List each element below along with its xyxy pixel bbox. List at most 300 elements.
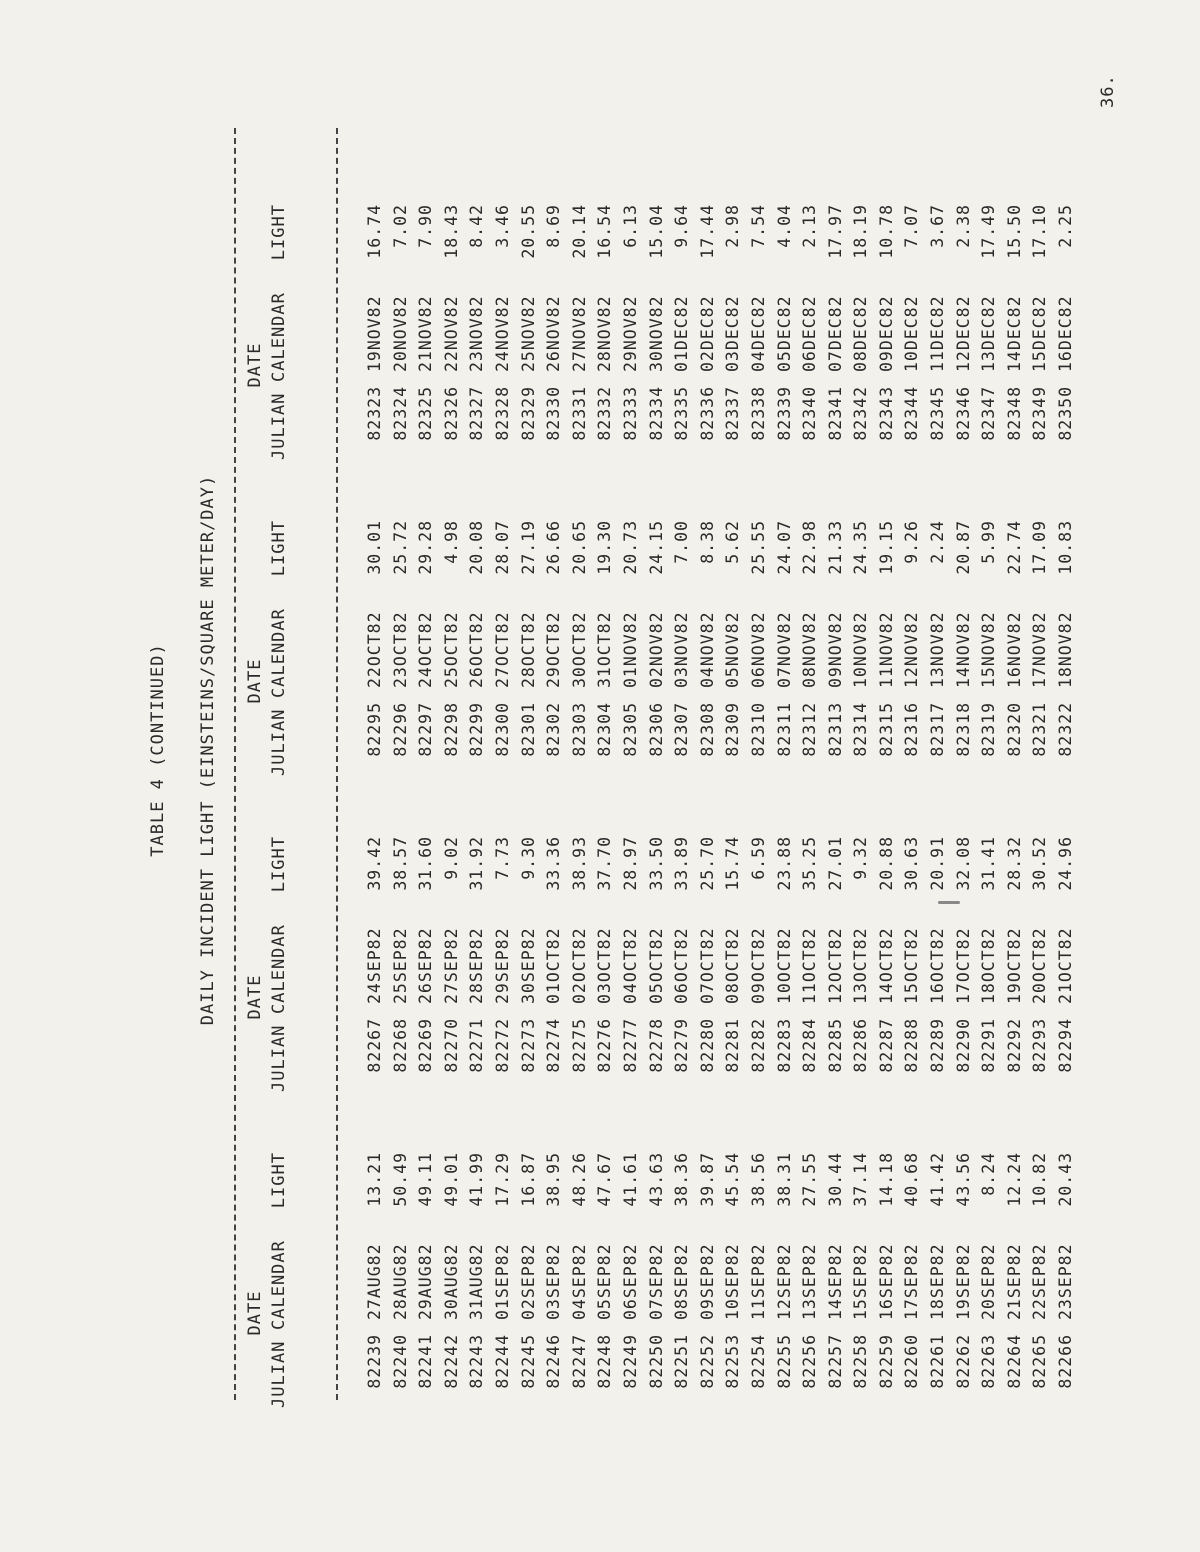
julian-cell: 82318 [953,702,973,757]
table-row [695,520,721,776]
table-row [439,836,465,1092]
julian-cell: 82342 [851,386,871,441]
julian-cell: 82336 [697,386,717,441]
light-cell: 50.49 [390,1152,410,1207]
light-cell: 45.54 [723,1152,743,1207]
julian-cell: 82258 [851,1334,871,1389]
julian-cell: 82296 [390,702,410,757]
calendar-cell: 24OCT82 [416,611,436,688]
light-cell: 41.61 [620,1152,640,1207]
light-cell: 39.42 [365,836,384,891]
calendar-cell: 13NOV82 [928,611,948,688]
table-row [388,520,414,776]
header-date: DATE [245,658,265,704]
calendar-cell: 20NOV82 [390,295,410,372]
light-cell: 9.02 [441,836,461,880]
julian-cell: 82339 [774,386,794,441]
table-row [976,836,1002,1092]
table-row [644,1152,670,1408]
light-cell: 2.38 [953,204,973,248]
julian-cell: 82292 [1004,1018,1024,1073]
light-cell: 13.21 [365,1152,384,1207]
light-cell: 3.46 [492,204,512,248]
light-cell: 24.96 [1056,836,1076,891]
calendar-cell: 21OCT82 [1056,927,1076,1004]
calendar-cell: 15DEC82 [1030,295,1050,372]
calendar-cell: 18SEP82 [928,1243,948,1320]
calendar-cell: 02NOV82 [646,611,666,688]
table-row [746,204,772,460]
table-row [413,836,439,1092]
table-row [1053,836,1079,1092]
calendar-cell: 15SEP82 [851,1243,871,1320]
julian-cell: 82285 [825,1018,845,1073]
julian-cell: 82280 [697,1018,717,1073]
light-cell: 24.07 [774,520,794,575]
calendar-cell: 16NOV82 [1004,611,1024,688]
light-cell: 7.90 [416,204,436,248]
julian-cell: 82316 [902,702,922,757]
julian-cell: 82273 [518,1018,538,1073]
light-cell: 25.70 [697,836,717,891]
calendar-cell: 13DEC82 [979,295,999,372]
table-row [823,204,849,460]
table-row [516,204,542,460]
header-julian: JULIAN [269,708,289,776]
light-cell: 27.19 [518,520,538,575]
light-cell: 31.60 [416,836,436,891]
table-row [976,520,1002,776]
julian-cell: 82323 [365,386,384,441]
julian-cell: 82265 [1030,1334,1050,1389]
table-row [413,1152,439,1408]
julian-cell: 82275 [569,1018,589,1073]
light-cell: 7.02 [390,204,410,248]
calendar-cell: 24NOV82 [492,295,512,372]
table-row [413,520,439,776]
calendar-cell: 06OCT82 [672,927,692,1004]
calendar-cell: 02SEP82 [518,1243,538,1320]
julian-cell: 82298 [441,702,461,757]
calendar-cell: 20OCT82 [1030,927,1050,1004]
julian-cell: 82317 [928,702,948,757]
header-row [269,204,289,460]
light-cell: 2.25 [1056,204,1076,248]
calendar-cell: 13SEP82 [800,1243,820,1320]
table-row [567,204,593,460]
julian-cell: 82274 [544,1018,564,1073]
julian-cell: 82246 [544,1334,564,1389]
table-row [464,204,490,460]
calendar-cell: 17OCT82 [953,927,973,1004]
light-cell: 10.82 [1030,1152,1050,1207]
table-row [951,204,977,460]
julian-cell: 82302 [544,702,564,757]
table-row [490,1152,516,1408]
calendar-cell: 12OCT82 [825,927,845,1004]
calendar-cell: 30OCT82 [569,611,589,688]
table-row [516,1152,542,1408]
julian-cell: 82315 [876,702,896,757]
calendar-cell: 14NOV82 [953,611,973,688]
header-row [269,836,289,1092]
light-cell: 35.25 [800,836,820,891]
light-cell: 28.32 [1004,836,1024,891]
header-calendar: CALENDAR [269,1240,289,1330]
table-row [669,836,695,1092]
table-row [720,836,746,1092]
light-cell: 38.93 [569,836,589,891]
light-cell: 7.07 [902,204,922,248]
calendar-cell: 30AUG82 [441,1243,461,1320]
page-number: 36. [1098,74,1118,108]
julian-cell: 82314 [851,702,871,757]
table-row [695,204,721,460]
julian-cell: 82240 [390,1334,410,1389]
table-row [874,204,900,460]
table-row [848,520,874,776]
light-cell: 43.56 [953,1152,973,1207]
dashed-rule-header [336,128,338,1400]
julian-cell: 82326 [441,386,461,441]
table-row [388,1152,414,1408]
table-rows [362,520,1079,776]
julian-cell: 82306 [646,702,666,757]
light-cell: 7.00 [672,520,692,564]
calendar-cell: 03DEC82 [723,295,743,372]
julian-cell: 82329 [518,386,538,441]
light-cell: 14.18 [876,1152,896,1207]
light-cell: 9.26 [902,520,922,564]
light-cell: 10.83 [1056,520,1076,575]
table-row [592,1152,618,1408]
julian-cell: 82287 [876,1018,896,1073]
header-light: LIGHT [269,204,289,261]
table-row [644,204,670,460]
header-date: DATE [245,1290,265,1336]
calendar-cell: 02OCT82 [569,927,589,1004]
table-row [618,836,644,1092]
header-date: DATE [245,974,265,1020]
calendar-cell: 07OCT82 [697,927,717,1004]
table-row [490,520,516,776]
julian-cell: 82349 [1030,386,1050,441]
light-cell: 31.92 [467,836,487,891]
light-cell: 4.04 [774,204,794,248]
julian-cell: 82344 [902,386,922,441]
julian-cell: 82313 [825,702,845,757]
calendar-cell: 19OCT82 [1004,927,1024,1004]
julian-cell: 82271 [467,1018,487,1073]
light-cell: 2.98 [723,204,743,248]
light-cell: 17.10 [1030,204,1050,259]
julian-cell: 82257 [825,1334,845,1389]
julian-cell: 82264 [1004,1334,1024,1389]
table-row [746,836,772,1092]
table-row [1027,1152,1053,1408]
calendar-cell: 01SEP82 [492,1243,512,1320]
julian-cell: 82262 [953,1334,973,1389]
light-cell: 8.24 [979,1152,999,1196]
table-row [362,836,388,1092]
light-cell: 20.55 [518,204,538,259]
calendar-cell: 20SEP82 [979,1243,999,1320]
table-title: TABLE 4 (CONTINUED) [148,643,168,857]
calendar-cell: 29SEP82 [492,927,512,1004]
julian-cell: 82324 [390,386,410,441]
light-cell: 48.26 [569,1152,589,1207]
light-cell: 47.67 [595,1152,615,1207]
header-calendar: CALENDAR [269,292,289,382]
calendar-cell: 26OCT82 [467,611,487,688]
julian-cell: 82343 [876,386,896,441]
light-cell: 23.88 [774,836,794,891]
table-row [362,1152,388,1408]
light-cell: 25.55 [748,520,768,575]
julian-cell: 82248 [595,1334,615,1389]
julian-cell: 82307 [672,702,692,757]
calendar-cell: 25OCT82 [441,611,461,688]
julian-cell: 82333 [620,386,640,441]
calendar-cell: 03OCT82 [595,927,615,1004]
header-row [269,1152,289,1408]
light-cell: 7.54 [748,204,768,248]
calendar-cell: 03NOV82 [672,611,692,688]
julian-cell: 82250 [646,1334,666,1389]
julian-cell: 82260 [902,1334,922,1389]
calendar-cell: 01NOV82 [620,611,640,688]
light-cell: 18.19 [851,204,871,259]
table-row [848,1152,874,1408]
julian-cell: 82261 [928,1334,948,1389]
julian-cell: 82294 [1056,1018,1076,1073]
light-cell: 15.04 [646,204,666,259]
table-subtitle: DAILY INCIDENT LIGHT (EINSTEINS/SQUARE METER/DAY) [198,474,218,1026]
light-cell: 24.35 [851,520,871,575]
julian-cell: 82259 [876,1334,896,1389]
light-cell: 38.36 [672,1152,692,1207]
table-row [541,520,567,776]
light-cell: 49.01 [441,1152,461,1207]
light-cell: 41.99 [467,1152,487,1207]
calendar-cell: 11NOV82 [876,611,896,688]
table-row [1002,204,1028,460]
calendar-cell: 09SEP82 [697,1243,717,1320]
calendar-cell: 13OCT82 [851,927,871,1004]
calendar-cell: 09NOV82 [825,611,845,688]
julian-cell: 82252 [697,1334,717,1389]
julian-cell: 82320 [1004,702,1024,757]
table-row [899,836,925,1092]
table-row [1053,520,1079,776]
calendar-cell: 15OCT82 [902,927,922,1004]
light-cell: 30.01 [365,520,384,575]
julian-cell: 82303 [569,702,589,757]
table-row [541,1152,567,1408]
light-cell: 2.24 [928,520,948,564]
calendar-cell: 08OCT82 [723,927,743,1004]
light-cell: 38.31 [774,1152,794,1207]
calendar-cell: 02DEC82 [697,295,717,372]
table-row [439,1152,465,1408]
calendar-cell: 12NOV82 [902,611,922,688]
calendar-cell: 27OCT82 [492,611,512,688]
light-cell: 37.70 [595,836,615,891]
calendar-cell: 27AUG82 [365,1243,384,1320]
table-row [823,520,849,776]
table-row [490,836,516,1092]
table-rows [362,836,1079,1092]
light-cell: 16.87 [518,1152,538,1207]
calendar-cell: 06DEC82 [800,295,820,372]
calendar-cell: 04OCT82 [620,927,640,1004]
light-cell: 43.63 [646,1152,666,1207]
header-row [269,520,289,776]
calendar-cell: 11SEP82 [748,1243,768,1320]
julian-cell: 82284 [800,1018,820,1073]
table-row [925,1152,951,1408]
light-cell: 20.73 [620,520,640,575]
calendar-cell: 15NOV82 [979,611,999,688]
light-cell: 25.72 [390,520,410,575]
julian-cell: 82289 [928,1018,948,1073]
julian-cell: 82337 [723,386,743,441]
calendar-cell: 26NOV82 [544,295,564,372]
table-row [772,836,798,1092]
calendar-cell: 01OCT82 [544,927,564,1004]
table-row [925,836,951,1092]
table-row [976,1152,1002,1408]
julian-cell: 82247 [569,1334,589,1389]
table-row [720,1152,746,1408]
calendar-cell: 10OCT82 [774,927,794,1004]
table-row [797,204,823,460]
light-cell: 5.99 [979,520,999,564]
table-row [1027,520,1053,776]
light-cell: 21.33 [825,520,845,575]
header-light: LIGHT [269,1152,289,1209]
julian-cell: 82279 [672,1018,692,1073]
light-cell: 27.01 [825,836,845,891]
calendar-cell: 23SEP82 [1056,1243,1076,1320]
table-row [592,204,618,460]
table-row [874,520,900,776]
header-julian: JULIAN [269,1340,289,1408]
header-calendar: CALENDAR [269,924,289,1014]
table-row [516,520,542,776]
calendar-cell: 05SEP82 [595,1243,615,1320]
light-cell: 41.42 [928,1152,948,1207]
calendar-cell: 03SEP82 [544,1243,564,1320]
julian-cell: 82241 [416,1334,436,1389]
header-light: LIGHT [269,836,289,893]
light-cell: 7.73 [492,836,512,880]
light-cell: 29.28 [416,520,436,575]
table-row [413,204,439,460]
julian-cell: 82277 [620,1018,640,1073]
julian-cell: 82290 [953,1018,973,1073]
table-row [669,520,695,776]
calendar-cell: 10SEP82 [723,1243,743,1320]
julian-cell: 82345 [928,386,948,441]
calendar-cell: 27SEP82 [441,927,461,1004]
light-cell: 12.24 [1004,1152,1024,1207]
calendar-cell: 18NOV82 [1056,611,1076,688]
julian-cell: 82311 [774,702,794,757]
julian-cell: 82327 [467,386,487,441]
table-row [567,520,593,776]
light-cell: 8.42 [467,204,487,248]
light-cell: 15.74 [723,836,743,891]
light-cell: 6.59 [748,836,768,880]
julian-cell: 82301 [518,702,538,757]
light-cell: 33.36 [544,836,564,891]
julian-cell: 82322 [1056,702,1076,757]
julian-cell: 82283 [774,1018,794,1073]
julian-cell: 82350 [1056,386,1076,441]
light-cell: 10.78 [876,204,896,259]
julian-cell: 82300 [492,702,512,757]
light-cell: 30.44 [825,1152,845,1207]
rotated-table-sheet [140,0,1185,1500]
light-cell: 20.88 [876,836,896,891]
table-row [848,836,874,1092]
julian-cell: 82268 [390,1018,410,1073]
dashed-rule-top [234,128,236,1400]
julian-cell: 82334 [646,386,666,441]
header-julian: JULIAN [269,392,289,460]
calendar-cell: 27NOV82 [569,295,589,372]
table-row [541,836,567,1092]
calendar-cell: 10NOV82 [851,611,871,688]
table-row [746,520,772,776]
table-row [848,204,874,460]
table-row [1002,520,1028,776]
calendar-cell: 29NOV82 [620,295,640,372]
table-row [976,204,1002,460]
calendar-cell: 12SEP82 [774,1243,794,1320]
table-row [823,836,849,1092]
table-row [1053,1152,1079,1408]
calendar-cell: 24SEP82 [365,927,384,1004]
table-row [823,1152,849,1408]
julian-cell: 82291 [979,1018,999,1073]
calendar-cell: 05DEC82 [774,295,794,372]
light-cell: 3.67 [928,204,948,248]
light-cell: 16.74 [365,204,384,259]
calendar-cell: 28OCT82 [518,611,538,688]
julian-cell: 82330 [544,386,564,441]
calendar-cell: 09OCT82 [748,927,768,1004]
table-row [618,520,644,776]
light-cell: 9.30 [518,836,538,880]
calendar-cell: 25NOV82 [518,295,538,372]
table-row [899,520,925,776]
julian-cell: 82335 [672,386,692,441]
light-cell: 27.55 [800,1152,820,1207]
light-cell: 28.07 [492,520,512,575]
calendar-cell: 18OCT82 [979,927,999,1004]
table-row [899,1152,925,1408]
table-row [720,520,746,776]
table-row [1002,1152,1028,1408]
light-cell: 20.08 [467,520,487,575]
calendar-cell: 04DEC82 [748,295,768,372]
light-cell: 30.63 [902,836,922,891]
calendar-cell: 31OCT82 [595,611,615,688]
calendar-cell: 07SEP82 [646,1243,666,1320]
table-row [951,836,977,1092]
